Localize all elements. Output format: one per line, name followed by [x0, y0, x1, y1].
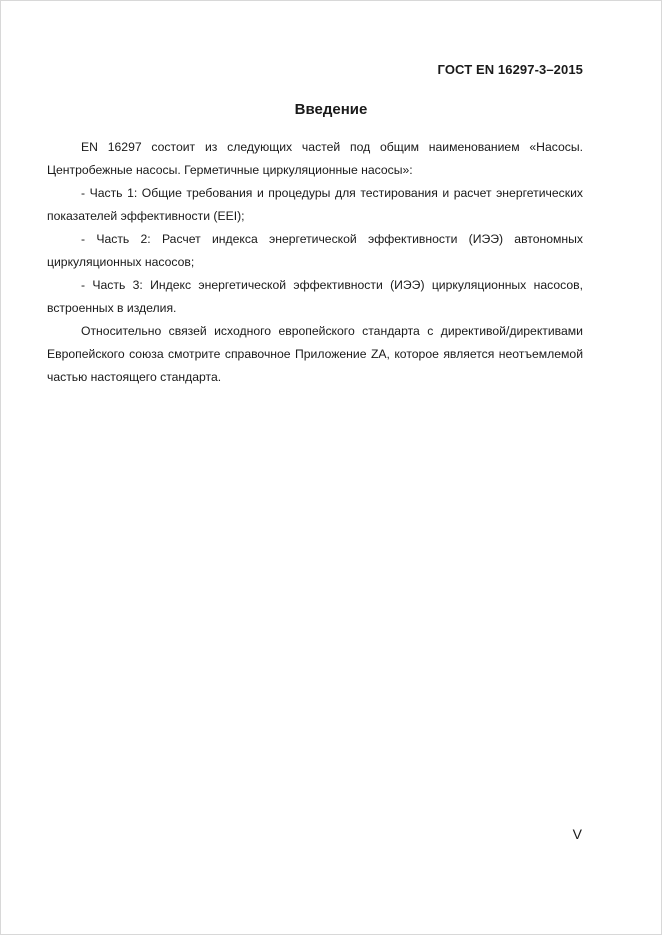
paragraph-part-2: - Часть 2: Расчет индекса энергетической эффективности (ИЭЭ) автономных циркуляционных насосов;	[47, 232, 583, 269]
document-code: ГОСТ EN 16297-3–2015	[437, 62, 583, 77]
paragraph-intro: EN 16297 состоит из следующих частей под общим наименованием «Насосы. Центробежные насосы. Герметичные циркуляционные насосы»:	[47, 140, 583, 177]
body-text	[47, 136, 583, 389]
section-title: Введение	[294, 101, 368, 118]
paragraph-part-1: - Часть 1: Общие требования и процедуры для тестирования и расчет энергетических показателей эффективности (EEI);	[47, 186, 583, 223]
page-number: V	[572, 826, 582, 842]
paragraph-directive-reference: Относительно связей исходного европейского стандарта с директивой/директивами Европейского союза смотрите справочное Приложение ZA, которое является неотъемлемой частью настоящего стандарта.	[47, 324, 583, 384]
paragraph-part-3: - Часть 3: Индекс энергетической эффективности (ИЭЭ) циркуляционных насосов, встроенных в изделия.	[47, 278, 583, 315]
